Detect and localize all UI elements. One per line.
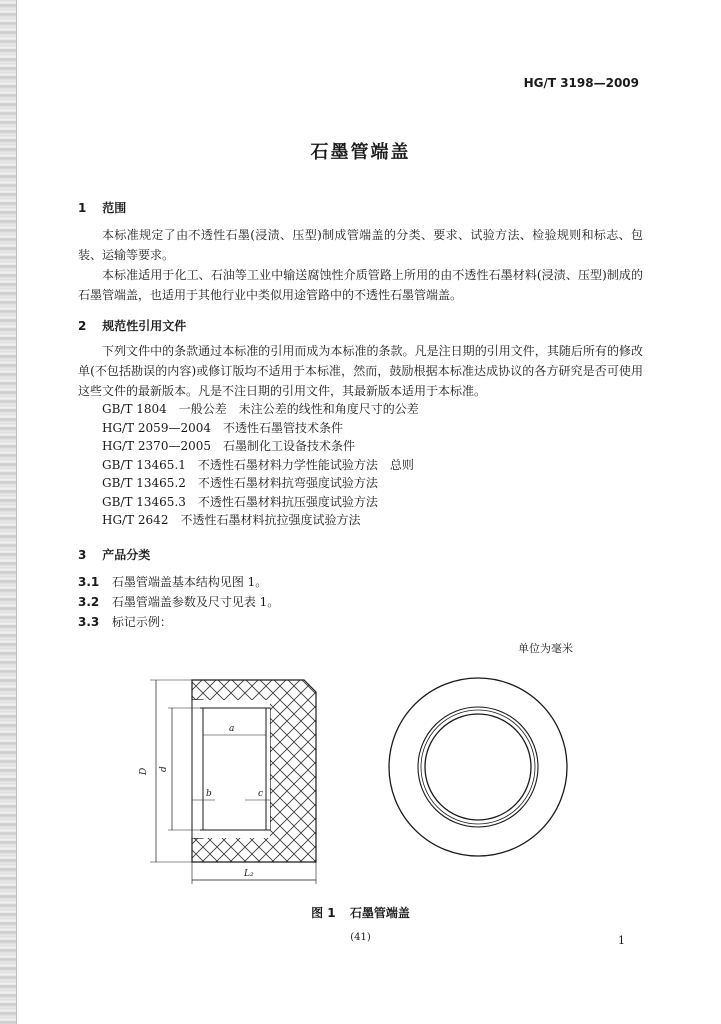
dim-label-c: c — [258, 789, 264, 799]
section-3-title: 产品分类 — [102, 548, 151, 562]
dim-label-b: b — [206, 789, 212, 799]
section-2-number: 2 — [78, 319, 87, 333]
end-view — [389, 678, 567, 856]
figure-caption — [0, 904, 721, 921]
clause-number: 3.1 — [78, 575, 100, 589]
clause-number: 3.2 — [78, 595, 100, 609]
figure-caption-text: 石墨管端盖 — [349, 906, 410, 920]
reference-item: GB/T 13465.3 不透性石墨材料抗压强度试验方法 — [102, 494, 378, 509]
clause-text: 石墨管端盖参数及尺寸见表 1。 — [111, 595, 280, 609]
section-3-number: 3 — [78, 548, 87, 562]
bore-cavity — [192, 700, 270, 838]
section-1-paragraph-2: 本标准适用于化工、石油等工业中输送腐蚀性介质管路上所用的由不透性石墨材料(浸渍、压型)制成的石墨管端盖，也适用于其他行业中类似用途管路中的不透性石墨管端盖。 — [78, 268, 643, 302]
reference-item: GB/T 13465.2 不透性石墨材料抗弯强度试验方法 — [102, 476, 378, 490]
reference-item: GB/T 13465.1 不透性石墨材料力学性能试验方法 总则 — [102, 457, 414, 472]
clause-text: 石墨管端盖基本结构见图 1。 — [111, 575, 268, 589]
reference-item: HG/T 2642 不透性石墨材料抗拉强度试验方法 — [102, 513, 361, 527]
clause-text: 标记示例： — [111, 615, 172, 629]
end-view-outer-circle — [389, 678, 567, 856]
dim-label-a: a — [229, 724, 235, 734]
dim-label-inner-diameter: d — [159, 766, 169, 772]
section-1-title: 范围 — [102, 201, 127, 215]
section-1-paragraph-1: 本标准规定了由不透性石墨(浸渍、压型)制成管端盖的分类、要求、试验方法、检验规则和标志、包装、运输等要求。 — [78, 228, 643, 262]
section-2-title: 规范性引用文件 — [102, 319, 187, 333]
section-1-number: 1 — [78, 201, 87, 215]
end-view-thread-circle-mid — [421, 710, 535, 824]
dim-label-length: L₂ — [244, 869, 254, 879]
reference-item: HG/T 2059—2004 不透性石墨管技术条件 — [102, 420, 343, 435]
document-title: 石墨管端盖 — [310, 142, 411, 163]
reference-item: HG/T 2370—2005 石墨制化工设备技术条件 — [102, 439, 355, 453]
unit-note: 单位为毫米 — [518, 642, 573, 655]
end-view-thread-circle-outer — [418, 707, 538, 827]
page-number: (41) — [350, 932, 371, 943]
end-view-bore-circle — [425, 714, 531, 820]
side-number: 1 — [618, 934, 625, 947]
standard-number: HG/T 3198—2009 — [523, 76, 639, 90]
reference-item: GB/T 1804 一般公差 未注公差的线性和角度尺寸的公差 — [102, 402, 419, 416]
dim-label-outer-diameter: D — [139, 767, 149, 775]
figure-caption-number: 图 1 — [311, 906, 336, 920]
clause-number: 3.3 — [78, 615, 100, 629]
section-view — [139, 680, 316, 884]
section-2-intro: 下列文件中的条款通过本标准的引用而成为本标准的条款。凡是注日期的引用文件，其随后所有的修改单(不包括勘误的内容)或修订版均不适用于本标准，然而，鼓励根据本标准达成协议的各方研究是否可使用这些文件的最新版本。凡是不注日期的引用文件，其最新版本适用于本标准。 — [78, 344, 643, 398]
